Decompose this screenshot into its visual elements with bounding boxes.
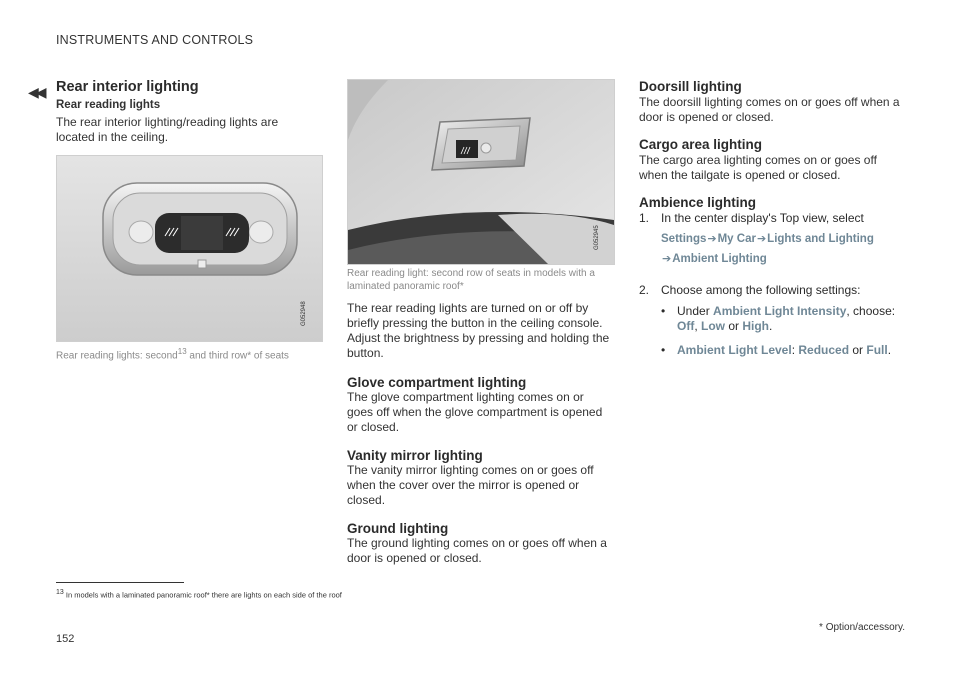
page-number: 152: [56, 633, 75, 645]
cargo-area-heading: Cargo area lighting: [639, 137, 763, 152]
figure-caption: Rear reading lights: second$^{13}$ and third row* of seats: [56, 347, 289, 362]
doorsill-paragraph: The doorsill lighting comes on or goes off when a door is opened or closed.: [639, 95, 900, 124]
figure-code: G052948: [301, 301, 307, 326]
menu-path-continued: [661, 252, 914, 267]
section-title: Rear interior lighting: [56, 79, 199, 95]
list-item: 2. Choose among the following settings: • Under Ambient Light Intensity, choose: Off, Low or High. • Ambient Light Level: Reduced or Full.: [639, 283, 914, 358]
cargo-area-paragraph: The cargo area lighting comes on or goes off when the tailgate is opened or closed.: [639, 153, 877, 182]
running-header: INSTRUMENTS AND CONTROLS: [56, 33, 254, 47]
intro-paragraph: The rear interior lighting/reading lights are located in the ceiling.: [56, 115, 279, 144]
ground-lighting-heading: Ground lighting: [347, 521, 449, 536]
roof-reading-light-illustration: [348, 80, 614, 264]
reading-light-paragraph: The rear reading lights are turned on or off by briefly pressing the button in the ceiling console. Adjust the brightness by pressing and holding the button.: [347, 301, 610, 360]
footnote: 13 In models with a laminated panoramic roof* there are lights on each side of the roof: [56, 589, 342, 600]
list-item: 1. In the center display's Top view, select Settings➔My Car➔Lights and Lighting ➔Ambient Lighting: [639, 211, 914, 267]
menu-ambient-lighting: Ambient Lighting: [672, 253, 767, 265]
arrow-right-icon: ➔: [707, 233, 717, 245]
menu-my-car: My Car: [717, 233, 756, 245]
menu-settings: Settings: [661, 233, 707, 245]
bullet-item: • Under Ambient Light Intensity, choose: Off, Low or High.: [661, 304, 896, 333]
bullet-icon: •: [661, 304, 666, 318]
figure-caption: Rear reading light: second row of seats in models with a laminated panoramic roof*: [347, 268, 595, 292]
figure-code: G052945: [594, 225, 600, 250]
glove-compartment-heading: Glove compartment lighting: [347, 375, 527, 390]
vanity-mirror-heading: Vanity mirror lighting: [347, 448, 483, 463]
panoramic-roof-reading-light-figure: [347, 79, 615, 265]
ground-lighting-paragraph: The ground lighting comes on or goes off when a door is opened or closed.: [347, 536, 607, 565]
doorsill-heading: Doorsill lighting: [639, 79, 742, 94]
option-accessory-note: * Option/accessory.: [819, 622, 905, 633]
ambience-heading: Ambience lighting: [639, 195, 757, 210]
vanity-mirror-paragraph: The vanity mirror lighting comes on or goes off when the cover over the mirror is opened or closed.: [347, 463, 594, 507]
bullet-icon: •: [661, 343, 666, 357]
continued-chevron-icon: ◀◀: [28, 84, 44, 100]
glove-compartment-paragraph: The glove compartment lighting comes on or goes off when the glove compartment is opened or closed.: [347, 390, 603, 434]
menu-lights-and-lighting: Lights and Lighting: [767, 233, 874, 245]
bullet-item: • Ambient Light Level: Reduced or Full.: [661, 343, 892, 357]
arrow-right-icon: ➔: [662, 253, 672, 265]
menu-path: [661, 232, 914, 247]
subsection-title: Rear reading lights: [56, 99, 161, 111]
ceiling-console-illustration: [57, 156, 322, 341]
ambience-steps: [639, 211, 914, 358]
arrow-right-icon: ➔: [756, 233, 767, 245]
rear-reading-lights-figure: [56, 155, 323, 342]
footnote-rule: [56, 582, 184, 583]
